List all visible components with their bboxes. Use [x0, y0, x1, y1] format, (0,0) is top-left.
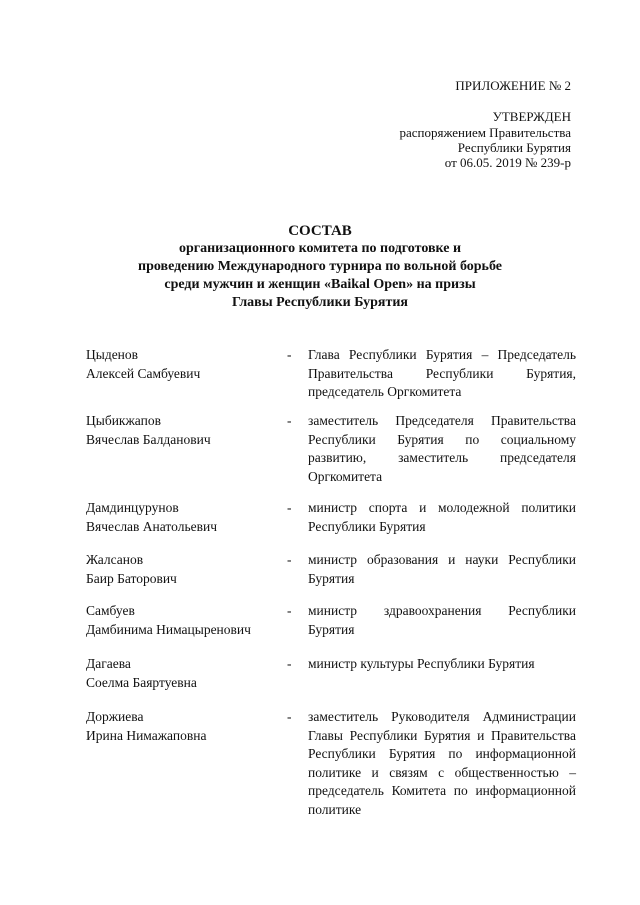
title-line: Главы Республики Бурятия	[231, 295, 408, 310]
member-role: заместитель Председателя Правительства Республики Бурятия по социальному развитию, заместитель председателя Оргкомитета	[308, 413, 576, 484]
member-role: министр спорта и молодежной политики Республики Бурятия	[308, 500, 576, 534]
member-name	[86, 499, 276, 536]
member-given-name: Соелма Баяртуевна	[86, 674, 197, 690]
member-surname: Цыденов	[86, 347, 139, 362]
appendix-label: ПРИЛОЖЕНИЕ № 2	[455, 78, 571, 93]
member-surname: Жалсанов	[86, 552, 144, 567]
title-main: СОСТАВ	[288, 223, 352, 239]
member-name	[86, 346, 276, 383]
member-dash: -	[287, 709, 292, 724]
member-name	[86, 551, 276, 588]
member-role: министр образования и науки Республики Бурятия	[308, 552, 576, 586]
approval-line: распоряжением Правительства	[399, 125, 571, 140]
approval-details	[399, 125, 571, 170]
member-given-name: Дамбинима Нимацыренович	[86, 621, 251, 637]
member-given-name: Баир Баторович	[86, 570, 177, 586]
member-role: министр здравоохранения Республики Бурятия	[308, 603, 576, 637]
approved-label: УТВЕРЖДЕН	[492, 109, 571, 124]
member-given-name: Алексей Самбуевич	[86, 365, 201, 381]
member-name	[86, 708, 276, 745]
member-surname: Дагаева	[86, 656, 131, 671]
title-line: проведению Международного турнира по вольной борьбе	[138, 259, 502, 274]
member-name	[86, 602, 276, 639]
member-given-name: Вячеслав Анатольевич	[86, 518, 217, 534]
approval-line: от 06.05. 2019 № 239-р	[444, 155, 571, 170]
member-dash: -	[287, 603, 292, 618]
member-role: заместитель Руководителя Администрации Главы Республики Бурятия и Правительства Республики Бурятия по информационной политике и связям с общественностью – председатель Комитета по информационной политике	[308, 709, 576, 817]
member-surname: Дамдинцурунов	[86, 500, 179, 515]
member-dash: -	[287, 656, 292, 671]
title-line: организационного комитета по подготовке и	[178, 241, 462, 256]
member-name	[86, 655, 276, 692]
member-surname: Самбуев	[86, 603, 135, 618]
member-given-name: Ирина Нимажаповна	[86, 727, 207, 743]
title-line: среди мужчин и женщин «Baikal Open» на призы	[164, 277, 476, 292]
member-role: Глава Республики Бурятия – Председатель Правительства Республики Бурятия, председатель Оргкомитета	[308, 347, 576, 399]
member-role: министр культуры Республики Бурятия	[308, 656, 535, 671]
member-surname: Доржиева	[86, 709, 144, 724]
approval-line: Республики Бурятия	[457, 140, 571, 155]
member-dash: -	[287, 500, 292, 515]
member-name	[86, 412, 276, 449]
member-dash: -	[287, 552, 292, 567]
member-dash: -	[287, 413, 292, 428]
member-given-name: Вячеслав Балданович	[86, 431, 211, 447]
member-dash: -	[287, 347, 292, 362]
member-surname: Цыбикжапов	[86, 413, 161, 428]
document-title	[0, 222, 640, 312]
